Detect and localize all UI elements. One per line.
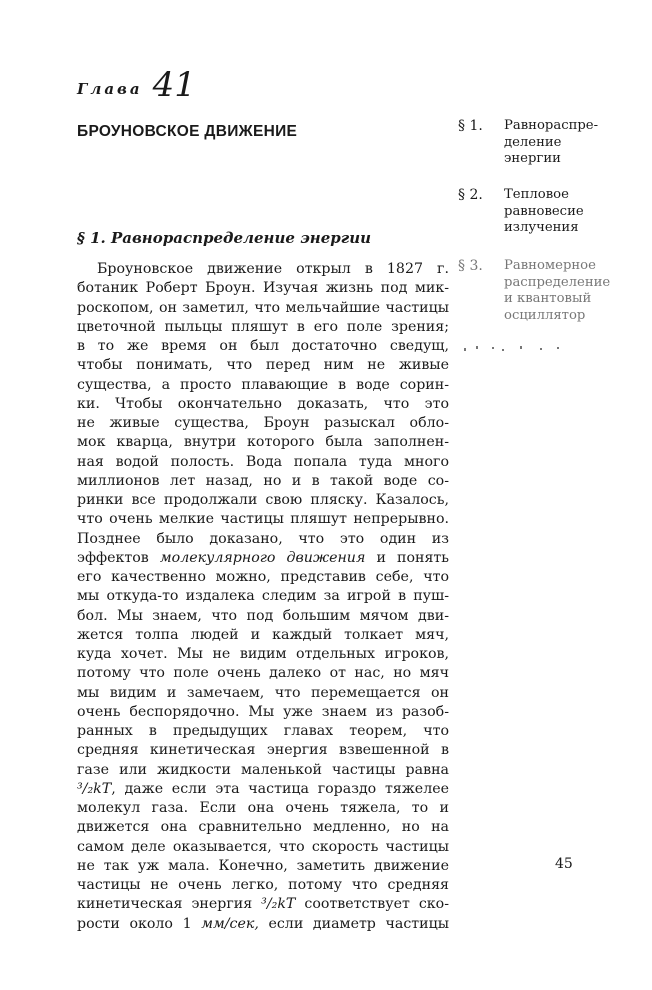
body-line: ки. Чтобы окончательно доказать, что это	[77, 395, 449, 412]
body-line: мы откуда-то издалека следим за игрой в пуш-	[77, 588, 449, 605]
body-line: его качественно можно, представив себе, что	[77, 569, 449, 585]
body-line: кинетическая энергия ³/₂kT соответствует ско-	[77, 896, 449, 913]
body-line: ная водой полость. Вода попала туда много	[77, 453, 449, 470]
body-line: существа, а просто плавающие в воде сорин-	[77, 376, 449, 393]
body-line: рости около 1 мм/сек, если диаметр частицы	[77, 915, 449, 932]
page-number: 45	[555, 856, 573, 872]
body-line: не так уж мала. Конечно, заметить движение	[77, 857, 449, 874]
chapter-title: БРОУНОВСКОЕ ДВИЖЕНИЕ	[77, 123, 298, 140]
toc-text: Равнораспре- деление энергии	[504, 118, 599, 166]
body-line: очень беспорядочно. Мы уже знаем из разоб-	[77, 703, 449, 720]
body-line: в то же время он был достаточно сведущ,	[77, 338, 449, 354]
body-line: что очень мелкие частицы пляшут непрерывно.	[77, 511, 449, 528]
body-line: Броуновское движение открыл в 1827 г.	[97, 261, 449, 277]
chapter-number: 41	[152, 65, 196, 105]
body-line: миллионов лет назад, но и в такой воде со-	[77, 472, 449, 489]
formula: ³/₂kT	[261, 896, 296, 913]
toc-number: § 2.	[458, 187, 483, 203]
body-line: частицы не очень легко, потому что средняя	[77, 877, 449, 893]
body-line: эффектов молекулярного движения и понять	[77, 549, 449, 566]
body-line: ³/₂kT, даже если эта частица гораздо тяжелее	[77, 780, 449, 797]
body-line: жется толпа людей и каждый толкает мяч,	[77, 626, 449, 643]
chapter-label	[77, 65, 196, 105]
toc-number: § 1.	[458, 118, 483, 134]
body-line: цветочной пыльцы пляшут в его поле зрения;	[77, 318, 449, 335]
print-speckles	[462, 338, 582, 358]
body-text	[77, 260, 449, 934]
toc-text: Равномерное распределение и квантовый осциллятор	[504, 258, 611, 323]
italic-term: молекулярного движения	[159, 549, 366, 566]
body-line: средняя кинетическая энергия взвешенной в	[77, 742, 449, 759]
body-line: роскопом, он заметил, что мельчайшие частицы	[77, 299, 449, 316]
body-line: чтобы понимать, что перед ним не живые	[77, 357, 449, 374]
body-line: ринки все продолжали свою пляску. Казалось,	[77, 492, 449, 508]
body-line: мы видим и замечаем, что перемещается он	[77, 684, 449, 701]
body-line: ботаник Роберт Броун. Изучая жизнь под мик-	[77, 280, 449, 297]
section-heading: § 1. Равнораспределение энергии	[77, 229, 372, 247]
body-line: Позднее было доказано, что это один из	[77, 530, 449, 547]
body-line: мок кварца, внутри которого была заполнен-	[77, 434, 449, 451]
body-line: молекул газа. Если она очень тяжела, то и	[77, 800, 449, 816]
chapter-word: Глава	[77, 80, 143, 98]
body-line: не живые существа, Броун разыскал обло-	[77, 415, 449, 431]
body-line: потому что поле очень далеко от нас, но мяч	[77, 665, 449, 682]
body-line: куда хочет. Мы не видим отдельных игроков,	[77, 646, 449, 662]
body-line: ранных в предыдущих главах теорем, что	[77, 723, 449, 739]
body-line: бол. Мы знаем, что под большим мячом дви-	[77, 607, 449, 624]
toc-number: § 3.	[458, 258, 483, 274]
formula: ³/₂kT	[77, 780, 112, 797]
body-line: самом деле оказывается, что скорость частицы	[77, 838, 449, 855]
body-line: газе или жидкости маленькой частицы равна	[77, 761, 449, 778]
toc-text: Тепловое равновесие излучения	[504, 187, 584, 235]
unit: мм/сек,	[201, 915, 259, 932]
body-line: движется она сравнительно медленно, но на	[77, 819, 449, 836]
